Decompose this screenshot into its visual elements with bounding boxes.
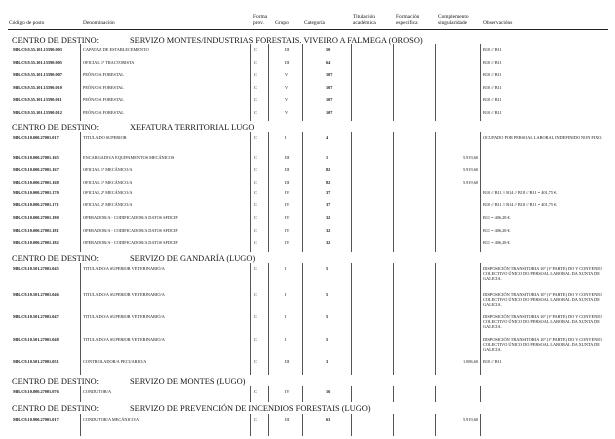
row-code: MR.C9.9.55.101.15590.003 (13, 47, 62, 52)
column-rule (80, 44, 81, 121)
column-rule (250, 414, 251, 436)
row-complemento: 1.086,60 (462, 359, 478, 364)
row-complemento: 5.919,60 (462, 417, 478, 422)
row-denomination: OPERADOR/A - CODIFICADOR/A DATOS SFDCIF (83, 240, 178, 245)
row-grupo: I (285, 314, 287, 319)
row-grupo: III (285, 47, 290, 52)
row-code: MR.C9.10.000.27001.017 (13, 135, 59, 140)
row-code: MR.C9.9.55.101.15590.005 (13, 60, 62, 65)
row-observacions: B10 // B11 // B14 // B18 // B11 = 401,75 €. (483, 190, 558, 195)
row-complemento: 5.919,60 (462, 167, 478, 172)
row-categoria: 107 (326, 85, 333, 90)
row-categoria: 16 (326, 389, 331, 394)
row-denomination: PEÓN/OA FORESTAL (83, 85, 124, 90)
row-denomination: OPERADOR/A - CODIFICADOR/A DATOS SFDCIF (83, 215, 178, 220)
section-name: SERVIZO DE GANDARÍA (LUGO) (130, 254, 256, 263)
row-grupo: III (285, 417, 290, 422)
row-observacions: B10 // B11 (483, 47, 502, 52)
row-code: MR.C9.10.501.27001.047 (13, 314, 59, 319)
row-forma: C (254, 266, 257, 271)
column-rule (80, 386, 81, 402)
row-grupo: IV (285, 240, 290, 245)
row-categoria: 107 (326, 110, 333, 115)
row-categoria: 107 (326, 97, 333, 102)
row-observacions: DISPOSICIÓN TRANSITORIA 10ª (1ª PARTE) DO V CONVENIO COLECTIVO ÚNICO DO PERSOAL LABORAL DA XUNTA DE GALICIA. (483, 266, 602, 282)
row-observacions: B10 // B11 (483, 359, 502, 364)
row-grupo: V (285, 110, 289, 115)
header-rule (8, 29, 608, 30)
row-denomination: OFICIAL 2ª MECÁNICO/A (83, 190, 133, 195)
row-categoria: 1 (326, 155, 329, 160)
column-rule (480, 44, 481, 121)
row-forma: C (254, 97, 257, 102)
column-rule (302, 44, 303, 121)
column-rule (393, 386, 394, 402)
column-rule (351, 414, 352, 436)
column-rule (435, 132, 436, 252)
column-rule (302, 414, 303, 436)
row-observacions: B11 = 406,28 €. (483, 215, 511, 220)
column-rule (435, 263, 436, 375)
row-grupo: IV (285, 215, 290, 220)
row-forma: C (254, 72, 257, 77)
row-grupo: V (285, 97, 289, 102)
header-titulacion-1: Titulación (353, 14, 375, 20)
header-formacion-1: Formación (396, 14, 420, 20)
row-categoria: 5 (326, 314, 329, 319)
header-denominacion: Denominación (83, 20, 115, 26)
row-observacions: OCUPADO POR PERSOAL LABORAL INDEFINIDO NON FIXO. (483, 135, 603, 140)
column-rule (393, 132, 394, 252)
header-titulacion-2: académica (353, 20, 376, 26)
row-complemento: 5.919,60 (462, 155, 478, 160)
row-categoria: 32 (326, 240, 331, 245)
column-rule (250, 386, 251, 402)
row-grupo: IV (285, 202, 290, 207)
section-name: SERVIZO DE MONTES (LUGO) (130, 377, 246, 386)
column-rule (80, 132, 81, 252)
column-rule (302, 386, 303, 402)
column-rule (268, 386, 269, 402)
row-code: MR.C9.10.501.27001.045 (13, 266, 59, 271)
row-grupo: III (285, 60, 290, 65)
row-categoria: 37 (326, 202, 331, 207)
row-code: MR.C9.9.55.101.15590.007 (13, 72, 62, 77)
row-code: MR.C9.9.55.101.15590.010 (13, 85, 62, 90)
row-denomination: CAPATAZ DE ESTABLECEMENTO (83, 47, 149, 52)
column-rule (250, 132, 251, 252)
column-rule (80, 263, 81, 375)
row-observacions: B10 // B11 (483, 97, 502, 102)
column-rule (435, 414, 436, 436)
row-observacions: B10 // B11 (483, 85, 502, 90)
row-grupo: IV (285, 389, 290, 394)
section-label: CENTRO DE DESTINO: (12, 123, 100, 132)
row-forma: C (254, 417, 257, 422)
row-categoria: 107 (326, 72, 333, 77)
row-grupo: III (285, 359, 290, 364)
header-forma-1: Forma (253, 14, 268, 20)
row-forma: C (254, 110, 257, 115)
row-categoria: 32 (326, 215, 331, 220)
column-rule (435, 386, 436, 402)
row-forma: C (254, 85, 257, 90)
column-rule (393, 44, 394, 121)
column-rule (393, 263, 394, 375)
row-code: MR.C9.10.000.27001.167 (13, 167, 59, 172)
row-code: MR.C9.10.000.27001.168 (13, 180, 59, 185)
row-categoria: 4 (326, 135, 329, 140)
row-categoria: 82 (326, 180, 331, 185)
column-rule (268, 132, 269, 252)
row-denomination: OFICIAL 1ª MECÁNICO/A (83, 180, 133, 185)
row-observacions: B10 // B11 (483, 60, 502, 65)
header-grupo: Grupo (275, 20, 289, 26)
column-rule (351, 44, 352, 121)
row-forma: C (254, 202, 257, 207)
section-label: CENTRO DE DESTINO: (12, 254, 100, 263)
header-formacion-2: específica (396, 20, 418, 26)
row-grupo: III (285, 180, 290, 185)
row-categoria: 82 (326, 167, 331, 172)
row-code: MR.C9.9.55.101.15590.011 (13, 97, 62, 102)
row-denomination: TITULADO/A SUPERIOR VETERINARIO/A (83, 314, 165, 319)
row-denomination: PEÓN/OA FORESTAL (83, 110, 124, 115)
row-code: MR.C9.10.900.27001.017 (13, 417, 59, 422)
row-denomination: TITULADO/A SUPERIOR VETERINARIO/A (83, 337, 165, 342)
header-complemento-1: Complemento (438, 14, 469, 20)
column-rule (480, 263, 481, 375)
row-denomination: PEÓN/OA FORESTAL (83, 97, 124, 102)
row-denomination: CONTROLADOR/A PECUARIO/A (83, 359, 147, 364)
row-code: MR.C9.10.000.27001.170 (13, 190, 59, 195)
row-observacions: DISPOSICIÓN TRANSITORIA 10ª (1ª PARTE) DO V CONVENIO COLECTIVO ÚNICO DO PERSOAL LABORAL DA XUNTA DE GALICIA. (483, 314, 602, 330)
header-categoria: Categoría (304, 20, 325, 26)
header-forma-2: prov. (253, 20, 264, 26)
row-forma: C (254, 167, 257, 172)
row-grupo: I (285, 266, 287, 271)
row-code: MR.C9.10.000.27001.165 (13, 155, 59, 160)
row-code: MR.C9.10.000.27001.171 (13, 202, 59, 207)
section-label: CENTRO DE DESTINO: (12, 36, 100, 45)
row-forma: C (254, 190, 257, 195)
column-rule (435, 44, 436, 121)
row-grupo: V (285, 85, 289, 90)
row-categoria: 5 (326, 337, 329, 342)
row-grupo: III (285, 167, 290, 172)
row-code: MR.C9.10.501.27001.051 (13, 359, 59, 364)
section-heading (12, 377, 602, 387)
row-code: MR.C9.10.501.27001.048 (13, 337, 59, 342)
section-name: SERVIZO MONTES/INDUSTRIAS FORESTAIS. VIVEIRO A FALMEGA (OROSO) (130, 36, 423, 45)
row-forma: C (254, 314, 257, 319)
row-denomination: TITULADO SUPERIOR (83, 135, 127, 140)
row-observacions: B10 // B11 (483, 72, 502, 77)
section-heading (12, 36, 602, 46)
header-observacions: Observacións (483, 20, 513, 26)
row-forma: C (254, 135, 257, 140)
row-forma: C (254, 180, 257, 185)
row-code: MR.C9.10.000.27001.180 (13, 215, 59, 220)
row-categoria: 37 (326, 190, 331, 195)
row-denomination: TITULADO/A SUPERIOR VETERINARIO/A (83, 292, 165, 297)
row-observacions: B10 // B11 // B14 // B18 // B11 = 401,75 €. (483, 202, 558, 207)
column-rule (268, 263, 269, 375)
header-complemento-2: singularidade (438, 20, 468, 26)
section-name: XEFATURA TERRITORIAL LUGO (130, 123, 255, 132)
row-denomination: CONDUTOR/A (83, 389, 112, 394)
row-denomination: OFICIAL 1ª MECÁNICO/A (83, 167, 133, 172)
row-forma: C (254, 60, 257, 65)
header-codigo: Código de posto (9, 20, 45, 26)
row-forma: C (254, 337, 257, 342)
row-forma: C (254, 292, 257, 297)
row-code: MR.C9.10.501.27001.046 (13, 292, 59, 297)
column-rule (480, 386, 481, 402)
section-heading (12, 123, 602, 133)
row-observacions: B11 = 406,28 €. (483, 240, 511, 245)
row-grupo: I (285, 135, 287, 140)
section-label: CENTRO DE DESTINO: (12, 404, 100, 413)
row-grupo: V (285, 72, 289, 77)
row-grupo: I (285, 292, 287, 297)
row-denomination: CONDUTOR/A MECÁNICO/A (83, 417, 140, 422)
row-observacions: DISPOSICIÓN TRANSITORIA 10ª (1ª PARTE) DO V CONVENIO COLECTIVO ÚNICO DO PERSOAL LABORAL DA XUNTA DE GALICIA. (483, 337, 602, 353)
row-denomination: OPERADOR/A - CODIFICADOR/A DATOS SFDCIF (83, 228, 178, 233)
row-categoria: 32 (326, 228, 331, 233)
row-forma: C (254, 359, 257, 364)
row-code: MR.C9.10.000.27001.181 (13, 228, 59, 233)
column-rule (80, 414, 81, 436)
column-rule (250, 44, 251, 121)
column-rule (393, 414, 394, 436)
row-categoria: 63 (326, 417, 331, 422)
row-forma: C (254, 155, 257, 160)
column-rule (302, 263, 303, 375)
row-denomination: OFICIAL 2ª MECÁNICO/A (83, 202, 133, 207)
row-denomination: TITULADO/A SUPERIOR VETERINARIO/A (83, 266, 165, 271)
row-complemento: 5.919,60 (462, 180, 478, 185)
row-forma: C (254, 47, 257, 52)
row-categoria: 50 (326, 47, 331, 52)
row-forma: C (254, 228, 257, 233)
column-rule (480, 414, 481, 436)
row-denomination: ENCARGADO/A EQUIPAMENTOS MECÁNICOS (83, 155, 175, 160)
row-categoria: 64 (326, 60, 331, 65)
row-observacions: B11 = 406,28 €. (483, 228, 511, 233)
row-code: MR.C9.10.000.27001.182 (13, 240, 59, 245)
row-forma: C (254, 240, 257, 245)
section-label: CENTRO DE DESTINO: (12, 377, 100, 386)
row-categoria: 3 (326, 359, 329, 364)
column-rule (480, 132, 481, 252)
column-rule (250, 263, 251, 375)
row-denomination: PEÓN/OA FORESTAL (83, 72, 124, 77)
column-rule (351, 386, 352, 402)
section-heading (12, 254, 602, 264)
column-rule (302, 132, 303, 252)
row-observacions: B10 // B11 (483, 110, 502, 115)
row-code: MR.C9.9.55.101.15590.012 (13, 110, 62, 115)
column-rule (351, 132, 352, 252)
row-categoria: 5 (326, 292, 329, 297)
section-heading (12, 404, 602, 414)
row-grupo: IV (285, 228, 290, 233)
section-name: SERVIZO DE PREVENCIÓN DE INCENDIOS FORESTAIS (LUGO) (130, 404, 371, 413)
column-rule (268, 44, 269, 121)
row-grupo: I (285, 337, 287, 342)
row-grupo: III (285, 155, 290, 160)
row-categoria: 5 (326, 266, 329, 271)
row-grupo: IV (285, 190, 290, 195)
column-rule (351, 263, 352, 375)
column-rule (268, 414, 269, 436)
row-forma: C (254, 389, 257, 394)
row-observacions: DISPOSICIÓN TRANSITORIA 10ª (1ª PARTE) DO V CONVENIO COLECTIVO ÚNICO DO PERSOAL LABORAL DA XUNTA DE GALICIA. (483, 292, 602, 308)
row-code: MR.C9.10.800.27001.076 (13, 389, 59, 394)
row-forma: C (254, 215, 257, 220)
row-denomination: OFICIAL 1ª TRACTORISTA (83, 60, 135, 65)
